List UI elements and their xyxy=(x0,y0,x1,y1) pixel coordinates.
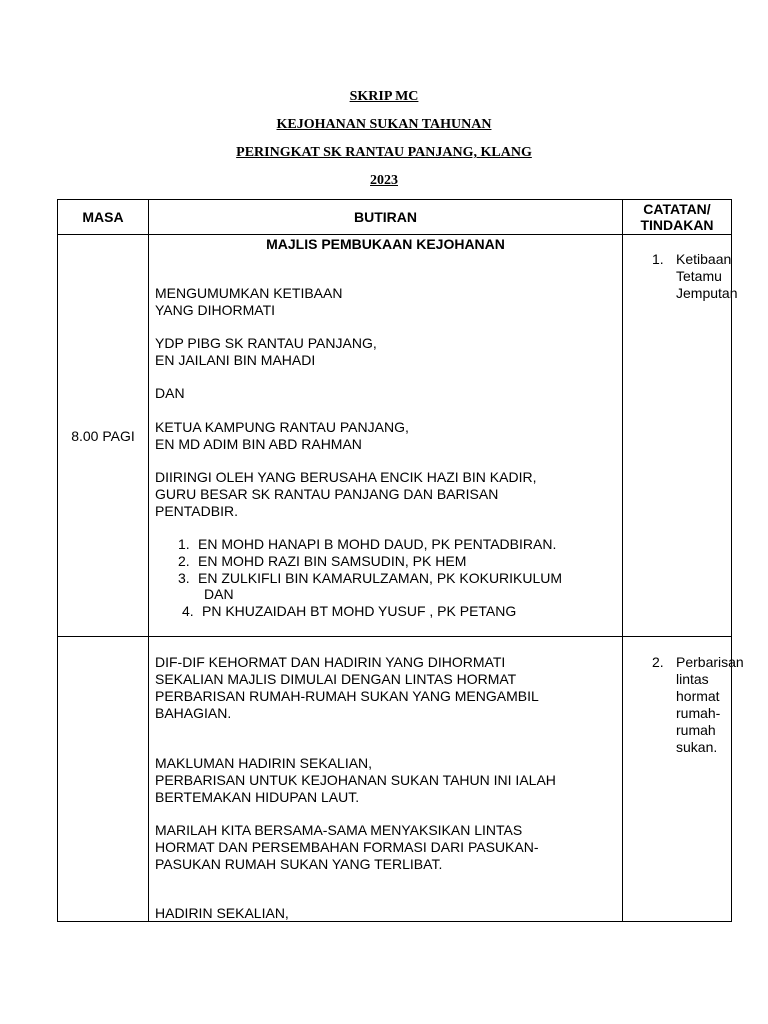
list-item xyxy=(178,570,562,586)
row1-line: MENGUMUMKAN KETIBAAN xyxy=(155,285,343,301)
row1-catatan xyxy=(623,235,738,637)
list-item xyxy=(178,536,556,552)
table-row xyxy=(58,235,732,637)
row2-line: SEKALIAN MAJLIS DIMULAI DENGAN LINTAS HORMAT xyxy=(155,671,517,687)
list-item-number: 2. xyxy=(178,553,190,569)
row1-line: GURU BESAR SK RANTAU PANJANG DAN BARISAN xyxy=(155,486,499,502)
list-item-text: EN ZULKIFLI BIN KAMARULZAMAN, PK KOKURIKULUM xyxy=(198,570,563,586)
catatan-line: Tetamu xyxy=(676,268,722,284)
header-butiran: BUTIRAN xyxy=(149,200,623,235)
list-item-number: 3. xyxy=(178,570,190,586)
row2-line: PERBARISAN UNTUK KEJOHANAN SUKAN TAHUN INI IALAH xyxy=(155,772,556,788)
row2-line: HADIRIN SEKALIAN, xyxy=(155,905,289,921)
row1-line: YDP PIBG SK RANTAU PANJANG, xyxy=(155,335,377,351)
row1-line: YANG DIHORMATI xyxy=(155,302,276,318)
row2-line: BAHAGIAN. xyxy=(155,705,232,721)
row1-line: PENTADBIR. xyxy=(155,503,238,519)
mc-script-table xyxy=(57,199,744,922)
row2-masa xyxy=(58,637,149,922)
table-header-row xyxy=(58,200,732,235)
row1-line: EN JAILANI BIN MAHADI xyxy=(155,352,316,368)
list-item-number: 4. xyxy=(182,603,194,619)
header-masa: MASA xyxy=(58,200,149,235)
header-catatan-line1: CATATAN/ xyxy=(643,201,711,217)
row2-line: PASUKAN RUMAH SUKAN YANG TERLIBAT. xyxy=(155,856,443,872)
list-item xyxy=(178,553,466,569)
list-item-text: EN MOHD RAZI BIN SAMSUDIN, PK HEM xyxy=(198,553,467,569)
list-item xyxy=(182,603,516,619)
list-item-text: PN KHUZAIDAH BT MOHD YUSUF , PK PETANG xyxy=(202,603,517,619)
row1-line: DAN xyxy=(155,385,185,401)
catatan-line: rumah- xyxy=(676,705,721,721)
row2-catatan xyxy=(623,637,744,922)
header-catatan-line2: TINDAKAN xyxy=(640,217,714,233)
list-item-text: EN MOHD HANAPI B MOHD DAUD, PK PENTADBIRAN. xyxy=(198,536,557,552)
doc-title: SKRIP MC xyxy=(349,89,419,104)
catatan-line: Jemputan xyxy=(676,285,738,301)
row1-line: EN MD ADIM BIN ABD RAHMAN xyxy=(155,436,362,452)
catatan-line: rumah xyxy=(676,722,716,738)
row1-heading: MAJLIS PEMBUKAAN KEJOHANAN xyxy=(266,236,505,252)
row2-butiran xyxy=(149,637,623,922)
list-item-number: 1. xyxy=(178,536,190,552)
row2-line: BERTEMAKAN HIDUPAN LAUT. xyxy=(155,789,360,805)
row2-line: MAKLUMAN HADIRIN SEKALIAN, xyxy=(155,755,373,771)
row2-line: DIF-DIF KEHORMAT DAN HADIRIN YANG DIHORMATI xyxy=(155,654,506,670)
row1-butiran xyxy=(149,235,623,637)
catatan-line: lintas xyxy=(676,671,709,687)
row2-line: PERBARISAN RUMAH-RUMAH SUKAN YANG MENGAMBIL xyxy=(155,688,539,704)
header-catatan xyxy=(623,200,732,235)
catatan-line: sukan. xyxy=(676,739,718,755)
row1-masa: 8.00 PAGI xyxy=(58,235,149,637)
catatan-number: 2. xyxy=(652,654,664,670)
list-item xyxy=(184,586,234,602)
catatan-line: Ketibaan xyxy=(676,251,732,267)
table-row xyxy=(58,637,732,922)
row2-line: HORMAT DAN PERSEMBAHAN FORMASI DARI PASUKAN- xyxy=(155,839,539,855)
row1-line: DIIRINGI OLEH YANG BERUSAHA ENCIK HAZI BIN KADIR, xyxy=(155,469,537,485)
catatan-line: hormat xyxy=(676,688,720,704)
catatan-line: Perbarisan xyxy=(676,654,744,670)
row1-line: KETUA KAMPUNG RANTAU PANJANG, xyxy=(155,419,409,435)
school-title: PERINGKAT SK RANTAU PANJANG, KLANG xyxy=(236,145,532,160)
event-title: KEJOHANAN SUKAN TAHUNAN xyxy=(276,117,492,132)
row2-line: MARILAH KITA BERSAMA-SAMA MENYAKSIKAN LINTAS xyxy=(155,822,523,838)
year-title: 2023 xyxy=(370,173,398,188)
list-item-text: DAN xyxy=(204,586,234,602)
catatan-number: 1. xyxy=(652,251,664,267)
